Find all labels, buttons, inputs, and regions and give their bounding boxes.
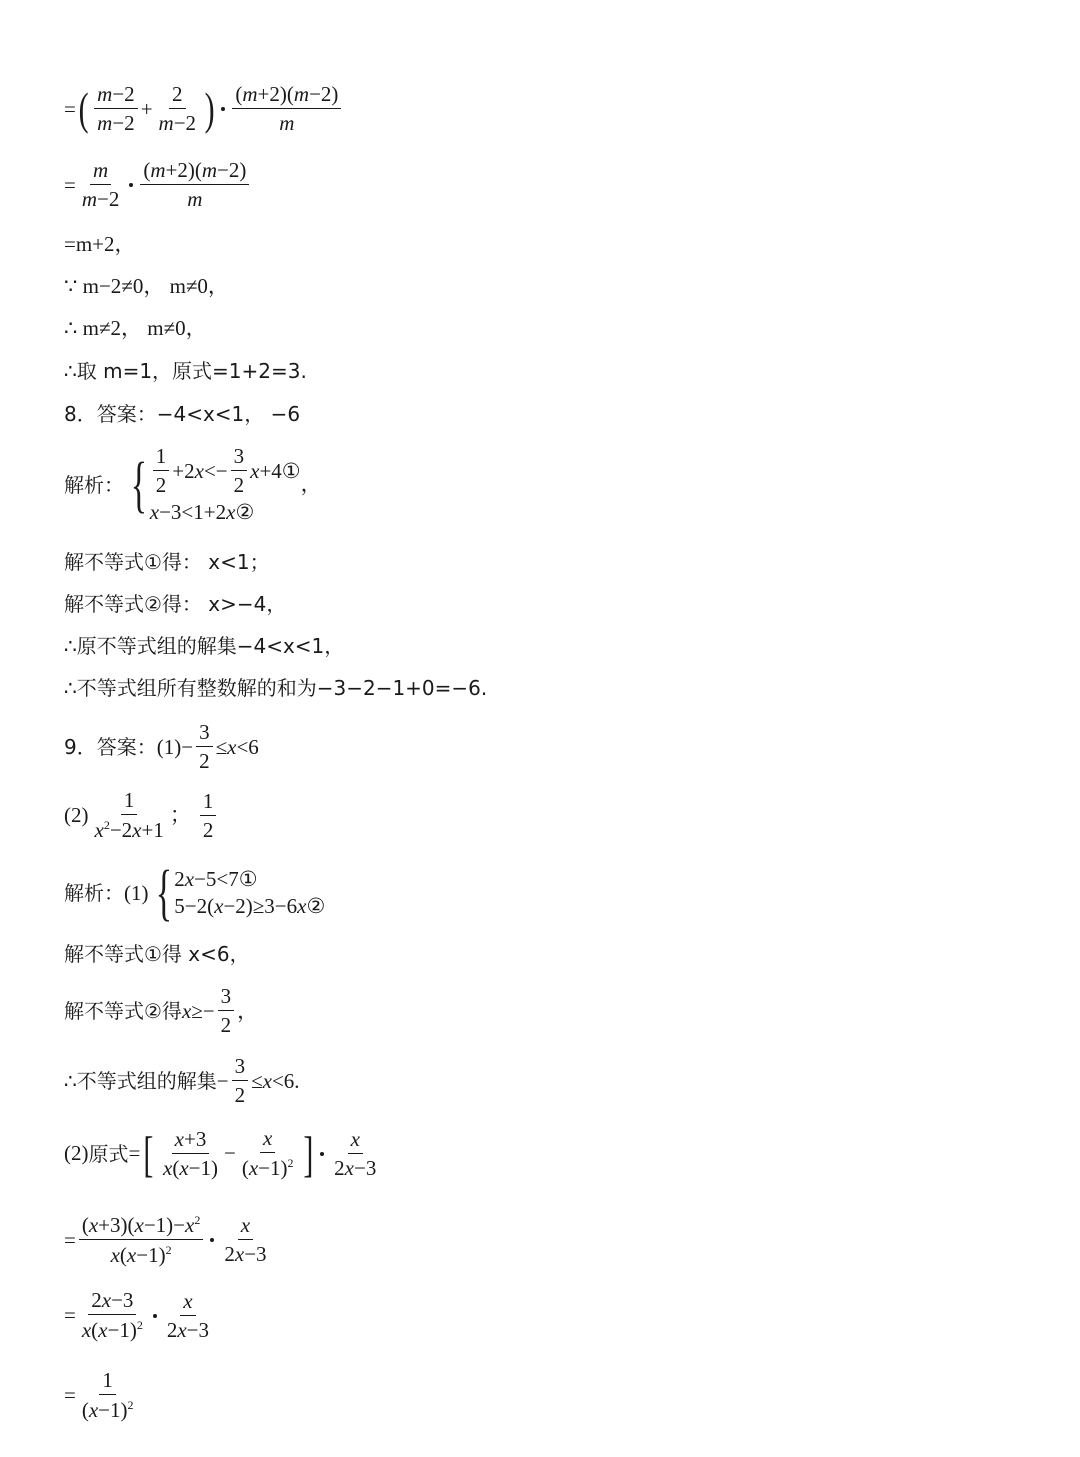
q8-step-1-text: 解不等式①得： x<1；	[64, 550, 270, 574]
q8-step-2-text: 解不等式②得： x>−4，	[64, 592, 287, 616]
q8-step-3-text: ∴原不等式组的解集−4<x<1，	[64, 634, 345, 658]
q8-answer-text: 8．答案：−4<x<1， −6	[64, 402, 301, 426]
step-line-5	[64, 318, 207, 339]
q8-step-1	[64, 552, 270, 572]
line-3-text: =m+2，	[64, 232, 136, 256]
line-6-text: ∴取 m=1，原式=1+2=3.	[64, 359, 307, 383]
step-line-3	[64, 234, 136, 255]
q9-step-3: ∴不等式组的解集 − $\frac{3}{2}$ ≤x<6.	[64, 1054, 300, 1107]
q9-part2-line-4: = $\frac{1}{(x-1)^2}$	[64, 1368, 134, 1422]
q9-step-2: 解不等式②得 x≥− $\frac{3}{2}$ ，	[64, 984, 259, 1037]
q9-part2-line-2: = $\frac{(x+3)(x-1)-x^2}{x(x-1)^2}$ $\frac{x}{2x-3}$	[64, 1213, 267, 1267]
q9-step-1-text: 解不等式①得 x<6，	[64, 942, 250, 966]
q8-system: 解析： { $\frac{1}{2}$ +2 x <− $\frac{3}{2}$ x +4① x −3<1+2 x ② ，	[64, 444, 322, 524]
q9-answer-1: 9．答案： (1)− $\frac{3}{2}$ ≤x<6	[64, 720, 259, 773]
q9-part2-line-1: (2) 原式 = [ $\frac{x+3}{x(x-1)}$ − $\frac{x}{(x-1)^2}$ ] $\frac{x}{2x-3}$	[64, 1125, 377, 1182]
q8-answer	[64, 404, 300, 424]
step-line-4	[64, 276, 229, 297]
step-line-6	[64, 361, 307, 381]
q9-answer-2: (2) $\frac{1}{x^2-2x+1}$ ； $\frac{1}{2}$	[64, 790, 219, 841]
q9-step-1	[64, 944, 250, 964]
q9-system: 解析： (1) { 2 x −5<7① 5−2( x −2)≥3−6 x ②	[64, 859, 326, 927]
step-line-2: = $\frac{m}{m-2}$ $\frac{(m+2)(m-2)}{m}$	[64, 160, 252, 210]
line-5-text: ∴ m≠2， m≠0，	[64, 316, 207, 340]
q8-step-2	[64, 594, 286, 614]
step-line-1: = ( $\frac{m-2}{m-2}$ + $\frac{2}{m-2}$ ) $\frac{(m+2)(m-2)}{m}$	[64, 84, 344, 134]
q8-step-4-text: ∴不等式组所有整数解的和为−3−2−1+0=−6.	[64, 676, 488, 700]
q8-step-4	[64, 678, 487, 698]
q8-step-3	[64, 636, 344, 656]
line-4-text: ∵ m−2≠0， m≠0，	[64, 274, 229, 298]
q9-part2-line-3: = $\frac{2x-3}{x(x-1)^2}$ $\frac{x}{2x-3}$	[64, 1288, 210, 1342]
